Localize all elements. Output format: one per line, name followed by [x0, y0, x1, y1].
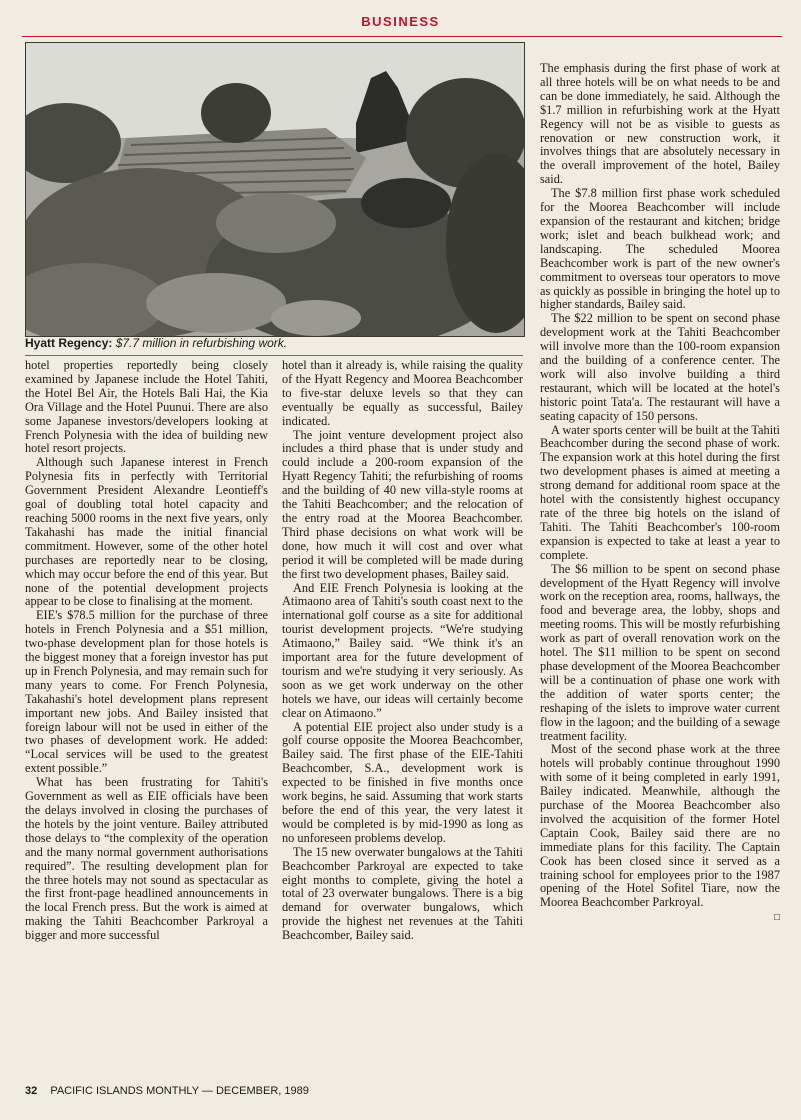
publication-line: PACIFIC ISLANDS MONTHLY — DECEMBER, 1989	[50, 1085, 309, 1097]
section-label: BUSINESS	[361, 14, 440, 29]
paragraph: The 15 new overwater bungalows at the Tahiti Beachcomber Parkroyal are expected to take eight months to complete, giving the hotel a total of 23 overwater bungalows. There is a big demand for overwater bungalows, which provide the highest net revenues at the Tahiti Beachcomber, Bailey said.	[282, 844, 523, 943]
article-column-1	[25, 359, 268, 943]
caption-rule	[25, 355, 523, 356]
paragraph: Although such Japanese interest in French Polynesia fits in perfectly with Territorial Government President Alexandre Leontieff's goal of doubling total hotel capacity and reaching 5000 rooms in the next five years, only Takahashi has made the initial financial commitment. However, some of the other hotel purchases are reportedly near to be closing, which may occur before the end of this year. But none of the potential development projects appear to be close to finalising at the moment.	[25, 455, 268, 609]
paragraph: The joint venture development project also includes a third phase that is under study and could include a 200-room expansion of the Hyatt Regency Tahiti; the refurbishing of rooms and the building of 40 new villa-style rooms at the Tahiti Beachcomber; and the relocation of the entry road at the Moorea Beachcomber. Third phase decisions on what work will be done, how much it will cost and over what period it will be completed will be made during the first two development phases, Bailey said.	[282, 427, 523, 581]
header-rule	[22, 36, 782, 37]
paragraph: A potential EIE project also under study is a golf course opposite the Moorea Beachcomber, Bailey said. The first phase of the EIE-Tahiti Beachcomber, S.A., development work is expected to be finished in five months once work begins, he said. Assuming that work starts before the end of this year, the very latest it would be completed is by mid-1990 as long as no unforeseen problems develop.	[282, 719, 523, 845]
paragraph: hotel properties reportedly being closely examined by Japanese include the Hotel Tahiti, the Hotel Bel Air, the Hotels Bali Hai, the Kia Ora Village and the Hotel Puunui. There are also some Japanese investors/developers looking at French Polynesia with the idea of building new hotel resort projects.	[25, 358, 268, 456]
page-number: 32	[25, 1085, 38, 1097]
paragraph: The $22 million to be spent on second phase development work at the Tahiti Beachcomber will involve more than the 100-room expansion and the building of a conference center. The work will also involve building a third restaurant, which will be located at the hotel's historic point Tata'a. The restaurant will have a seating capacity of 150 persons.	[540, 311, 780, 423]
paragraph: A water sports center will be built at the Tahiti Beachcomber during the second phase of work. The expansion work at this hotel during the first two development phases is aimed at meeting a strong demand for additional room space at the hotel with the consistently highest occupancy rate of the three big hotels on the island of Tahiti. The Tahiti Beachcomber's 100-room expansion is expected to take at least a year to complete.	[540, 422, 780, 562]
paragraph: EIE's $78.5 million for the purchase of three hotels in French Polynesia and a $51 million, two-phase development plan for those hotels is the biggest money that a foreign investor has put up in French Polynesia, and may remain such for many years to come. For French Polynesia, Takahashi's hotel development plans represent important new jobs. And Bailey insisted that foreign labour will not be used in either of the two phases of development work. He added: “Local services will be used to the greatest extent possible.”	[25, 608, 268, 776]
caption-text: $7.7 million in refurbishing work.	[115, 336, 288, 350]
paragraph: Most of the second phase work at the three hotels will probably continue throughout 1990 with some of it being completed in early 1991, Bailey indicated. Meanwhile, although the purchase of the Moorea Beachcomber also involved the acquisition of the former Hotel Captain Cook, Bailey said there are no immediate plans for this facility. The Captain Cook has been closed since it served as a training school for employees prior to the 1987 opening of the Hotel Sofitel Tiare, now the Moorea Beachcomber Parkroyal.	[540, 742, 780, 910]
paragraph: What has been frustrating for Tahiti's Government as well as EIE officials have been the delays involved in closing the purchases of the hotels by the joint venture. Bailey attributed those delays to “the complexity of the operation and the many normal government authorisations required”. The resulting development plan for the three hotels may not sound as spectacular as the first front-page headlined announcements in the local French press. But the work is aimed at making the Tahiti Beachcomber Parkroyal a bigger and more successful	[25, 775, 268, 943]
paragraph: The $7.8 million first phase work scheduled for the Moorea Beachcomber will include expansion of the restaurant and kitchen; bridge work; islet and beach bulkhead work; and landscaping. The scheduled Moorea Beachcomber work is part of the new owner's commitment to overseas tour operators to move as quickly as possible in bringing the hotel up to higher standards, Bailey said.	[540, 186, 780, 312]
paragraph: And EIE French Polynesia is looking at the Atimaono area of Tahiti's south coast next to the international golf course as a site for additional tourist development projects. “We're studying Atimaono,” Bailey said. “We think it's an important area for the future development of tourism and we're studying it very seriously. As soon as we get work underway on the other hotels we have, our ideas will certainly become clear on Atimaono.”	[282, 580, 523, 720]
paragraph: The emphasis during the first phase of work at all three hotels will be on what needs to be and can be done immediately, he said. Although the $1.7 million in refurbishing work at the Hyatt Regency will not be as visible to guests as renovation or new construction work, it involves things that are absolutely necessary in the overall improvement of the hotel, Bailey said.	[540, 61, 780, 187]
paragraph: hotel than it already is, while raising the quality of the Hyatt Regency and Moorea Beachcomber to five-star deluxe levels so that they can eventually be equally as successful, Bailey indicated.	[282, 358, 523, 428]
hotel-photo	[25, 42, 525, 337]
photo-caption	[25, 336, 525, 350]
article-column-3	[540, 62, 780, 925]
caption-label: Hyatt Regency:	[25, 336, 113, 350]
paragraph: The $6 million to be spent on second phase development of the Hyatt Regency will involve work on the reception area, rooms, hallways, the food and beverage area, the lobby, shops and meeting rooms. This will be mostly refurbishing work as part of overall renovation work on the hotel. The $11 million to be spent on second phase development of the Moorea Beachcomber will be a continuation of phase one work with the addition of water sports center; the reshaping of the islets to improve water current flow in the lagoon; and the building of a sewage treatment facility.	[540, 561, 780, 743]
page-footer	[25, 1085, 309, 1097]
end-of-article-mark: □	[773, 912, 780, 924]
article-column-2	[282, 359, 523, 943]
